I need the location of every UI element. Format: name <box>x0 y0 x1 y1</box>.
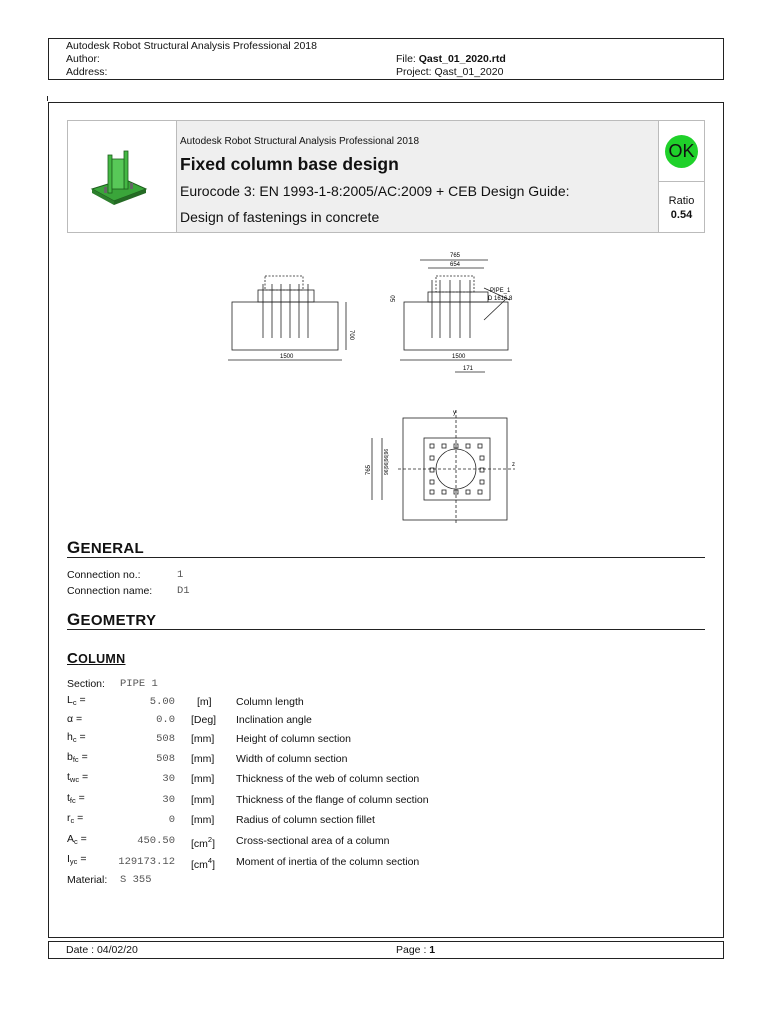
param-row: α = <box>67 713 83 725</box>
design-title-box <box>67 120 705 233</box>
connection-no-label: Connection no.: <box>67 569 141 581</box>
param-desc: Thickness of the flange of column section <box>236 794 429 806</box>
param-desc: Column length <box>236 696 304 708</box>
code-line-2: Design of fastenings in concrete <box>180 209 380 225</box>
plan-view <box>372 410 515 525</box>
front-elevation <box>228 276 346 360</box>
material-label: Material: <box>67 874 108 886</box>
section-geometry-rule <box>67 629 705 630</box>
header-project-value: Qast_01_2020 <box>434 66 504 78</box>
material-value: S 355 <box>120 874 152 886</box>
header-file: File: Qast_01_2020.rtd <box>396 53 506 65</box>
margin-mark <box>47 96 48 101</box>
title-text-cell <box>176 121 660 232</box>
footer-date: Date : 04/02/20 <box>66 944 138 956</box>
header-file-value: Qast_01_2020.rtd <box>418 53 506 65</box>
param-row: $L_c$ = <box>67 694 86 707</box>
elev2-dim-width: 1500 <box>452 354 466 360</box>
header-author-label: Author: <box>66 53 100 65</box>
param-row: $I_{yc}$ = <box>67 853 87 866</box>
report-footer <box>48 941 724 959</box>
footer-date-value: 04/02/20 <box>96 944 138 956</box>
section-label: Section: <box>67 678 105 690</box>
param-row: $r_c$ = <box>67 812 84 825</box>
status-divider <box>659 181 704 182</box>
elev1-dim-depth: 700 <box>348 330 354 341</box>
section-value: PIPE 1 <box>120 678 158 690</box>
param-unit: [Deg] <box>191 714 217 726</box>
elev2-dim-765: 765 <box>450 253 461 259</box>
param-unit: [mm] <box>191 773 215 785</box>
param-row: $t_{wc}$ = <box>67 771 89 784</box>
elev1-dim-width: 1500 <box>280 354 294 360</box>
status-cell <box>658 121 704 232</box>
elev2-dim-50: 50 <box>391 295 397 302</box>
param-value: 30 <box>162 773 175 785</box>
param-row: $h_c$ = <box>67 731 86 744</box>
param-unit: [mm] <box>191 814 215 826</box>
elev2-dim-171: 171 <box>463 366 474 372</box>
pipe-label: PIPE_1 <box>490 288 511 294</box>
ok-badge: OK <box>665 135 698 168</box>
param-unit: [mm] <box>191 753 215 765</box>
param-row: $t_{fc}$ = <box>67 792 85 805</box>
param-value: 5.00 <box>149 696 175 708</box>
connection-name-label: Connection name: <box>67 585 153 597</box>
footer-page: Page : 1 <box>396 944 436 956</box>
param-value: 508 <box>156 753 175 765</box>
header-app-name: Autodesk Robot Structural Analysis Professional 2018 <box>66 40 317 52</box>
plan-dim-765: 765 <box>366 464 372 475</box>
header-address-label: Address: <box>66 66 108 78</box>
ratio-label: Ratio <box>668 195 695 207</box>
param-value: 0 <box>168 814 175 826</box>
column-base-icon-cell <box>68 121 177 232</box>
elev2-dim-654: 654 <box>450 262 461 268</box>
param-row: $A_c$ = <box>67 833 87 846</box>
param-unit: $[cm^4]$ <box>191 856 216 871</box>
report-header <box>48 38 724 80</box>
section-geometry-heading: GEOMETRY <box>67 610 157 629</box>
title-app-name: Autodesk Robot Structural Analysis Professional 2018 <box>180 136 420 147</box>
connection-no-value: 1 <box>177 569 184 581</box>
param-desc: Thickness of the web of column section <box>236 773 420 785</box>
section-column-heading: COLUMN <box>67 650 126 667</box>
code-line-1: Eurocode 3: EN 1993-1-8:2005/AC:2009 + CEB Design Guide: <box>180 183 570 199</box>
param-value: 129173.12 <box>118 856 175 868</box>
param-desc: Radius of column section fillet <box>236 814 375 826</box>
param-row: $b_{fc}$ = <box>67 751 88 764</box>
param-value: 0.0 <box>156 714 175 726</box>
page-title: Fixed column base design <box>180 154 399 174</box>
param-unit: [mm] <box>191 794 215 806</box>
section-general-rule <box>67 557 705 558</box>
header-project: Project: Qast_01_2020 <box>396 66 504 78</box>
section-general-heading: GENERAL <box>67 538 145 557</box>
footer-page-value: 1 <box>429 944 436 956</box>
param-desc: Moment of inertia of the column section <box>236 856 420 868</box>
param-desc: Cross-sectional area of a column <box>236 835 390 847</box>
param-desc: Inclination angle <box>236 714 312 726</box>
param-desc: Width of column section <box>236 753 348 765</box>
param-unit: [m] <box>197 696 212 708</box>
param-value: 508 <box>156 733 175 745</box>
plan-axis-y: y <box>453 410 456 416</box>
plate-label: D 1616.8 <box>488 296 513 302</box>
param-value: 30 <box>162 794 175 806</box>
param-unit: [mm] <box>191 733 215 745</box>
param-value: 450.50 <box>137 835 175 847</box>
column-base-icon <box>68 121 176 232</box>
column-base-drawings <box>0 240 768 540</box>
param-unit: $[cm^2]$ <box>191 835 216 850</box>
plan-axis-z: z <box>512 462 515 468</box>
ratio-value: 0.54 <box>670 209 693 221</box>
plan-dims: 96|96|96|96 <box>384 448 390 475</box>
connection-name-value: D1 <box>177 585 190 597</box>
param-desc: Height of column section <box>236 733 351 745</box>
